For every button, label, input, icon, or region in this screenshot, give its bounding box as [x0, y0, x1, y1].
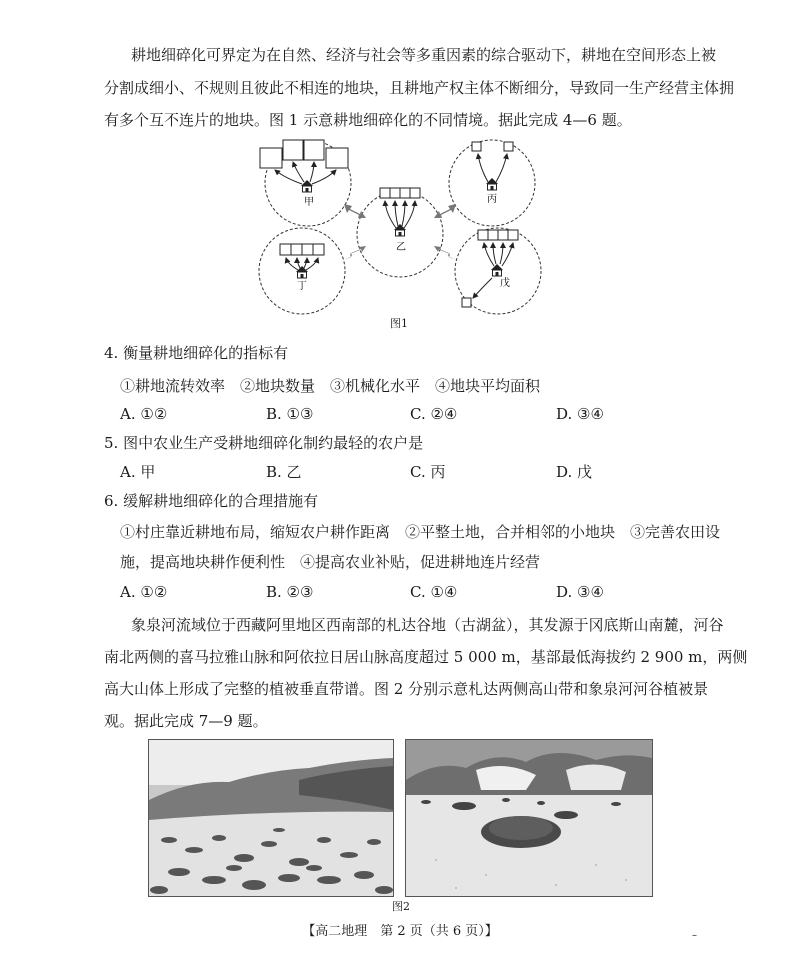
photo-alpine-belt [148, 739, 394, 897]
scenario-jia [260, 140, 351, 226]
q4-option-a: A. ①② [120, 405, 168, 423]
label-yi: 乙 [396, 242, 406, 253]
q5-option-d: D. 戊 [556, 463, 593, 481]
q4-option-d: D. ③④ [556, 405, 604, 423]
q6-option-b: B. ②③ [266, 583, 314, 601]
q5-option-c: C. 丙 [410, 463, 446, 481]
passage2-line-3: 高大山体上形成了完整的植被垂直带谱。图 2 分别示意札达两侧高山带和象泉河河谷植被景 [104, 680, 709, 698]
q6-option-d: D. ③④ [556, 583, 604, 601]
q4-items: ①耕地流转效率 ②地块数量 ③机械化水平 ④地块平均面积 [120, 377, 541, 395]
q6-items-line-2: 施，提高地块耕作便利性 ④提高农业补贴，促进耕地连片经营 [120, 553, 541, 571]
q5-option-a: A. 甲 [120, 463, 156, 481]
q4-stem: 4. 衡量耕地细碎化的指标有 [104, 344, 289, 362]
photo-river-valley [405, 739, 653, 897]
figure-2-caption: 图2 [392, 900, 410, 913]
scenario-wu [455, 228, 541, 314]
intro-line-1: 耕地细碎化可界定为在自然、经济与社会等多重因素的综合驱动下，耕地在空间形态上被 [131, 46, 717, 64]
passage2-line-2: 南北两侧的喜马拉雅山脉和阿依拉日居山脉高度超过 5 000 m，基部最低海拔约 2 900 m，两侧 [104, 648, 748, 666]
q6-option-a: A. ①② [120, 583, 168, 601]
figure-1-caption: 图1 [390, 317, 408, 330]
q4-option-c: C. ②④ [410, 405, 458, 423]
label-bing: 丙 [487, 194, 497, 205]
label-jia: 甲 [304, 197, 314, 208]
label-wu: 戊 [500, 278, 510, 289]
corner-mark: – [692, 930, 697, 941]
q6-option-c: C. ①④ [410, 583, 458, 601]
label-ding: 丁 [297, 281, 307, 292]
scenario-bing [449, 140, 535, 226]
q5-stem: 5. 图中农业生产受耕地细碎化制约最轻的农户是 [104, 434, 424, 452]
q5-option-b: B. 乙 [266, 463, 302, 481]
q6-stem: 6. 缓解耕地细碎化的合理措施有 [104, 492, 319, 510]
q4-option-b: B. ①③ [266, 405, 314, 423]
page-footer: 【高二地理 第 2 页（共 6 页）】 [302, 924, 498, 939]
passage2-line-1: 象泉河流域位于西藏阿里地区西南部的札达谷地（古湖盆），其发源于冈底斯山南麓，河谷 [131, 616, 724, 634]
q6-items-line-1: ①村庄靠近耕地布局，缩短农户耕作距离 ②平整土地，合并相邻的小地块 ③完善农田设 [120, 523, 721, 541]
passage2-line-4: 观。据此完成 7—9 题。 [104, 712, 268, 730]
intro-line-3: 有多个互不连片的地块。图 1 示意耕地细碎化的不同情境。据此完成 4—6 题。 [104, 111, 632, 129]
figure-1-diagram [240, 138, 560, 318]
scenario-yi [357, 188, 443, 277]
scenario-ding [259, 228, 345, 314]
intro-line-2: 分割成细小、不规则且彼此不相连的地块，且耕地产权主体不断细分，导致同一生产经营主体拥 [104, 79, 735, 97]
